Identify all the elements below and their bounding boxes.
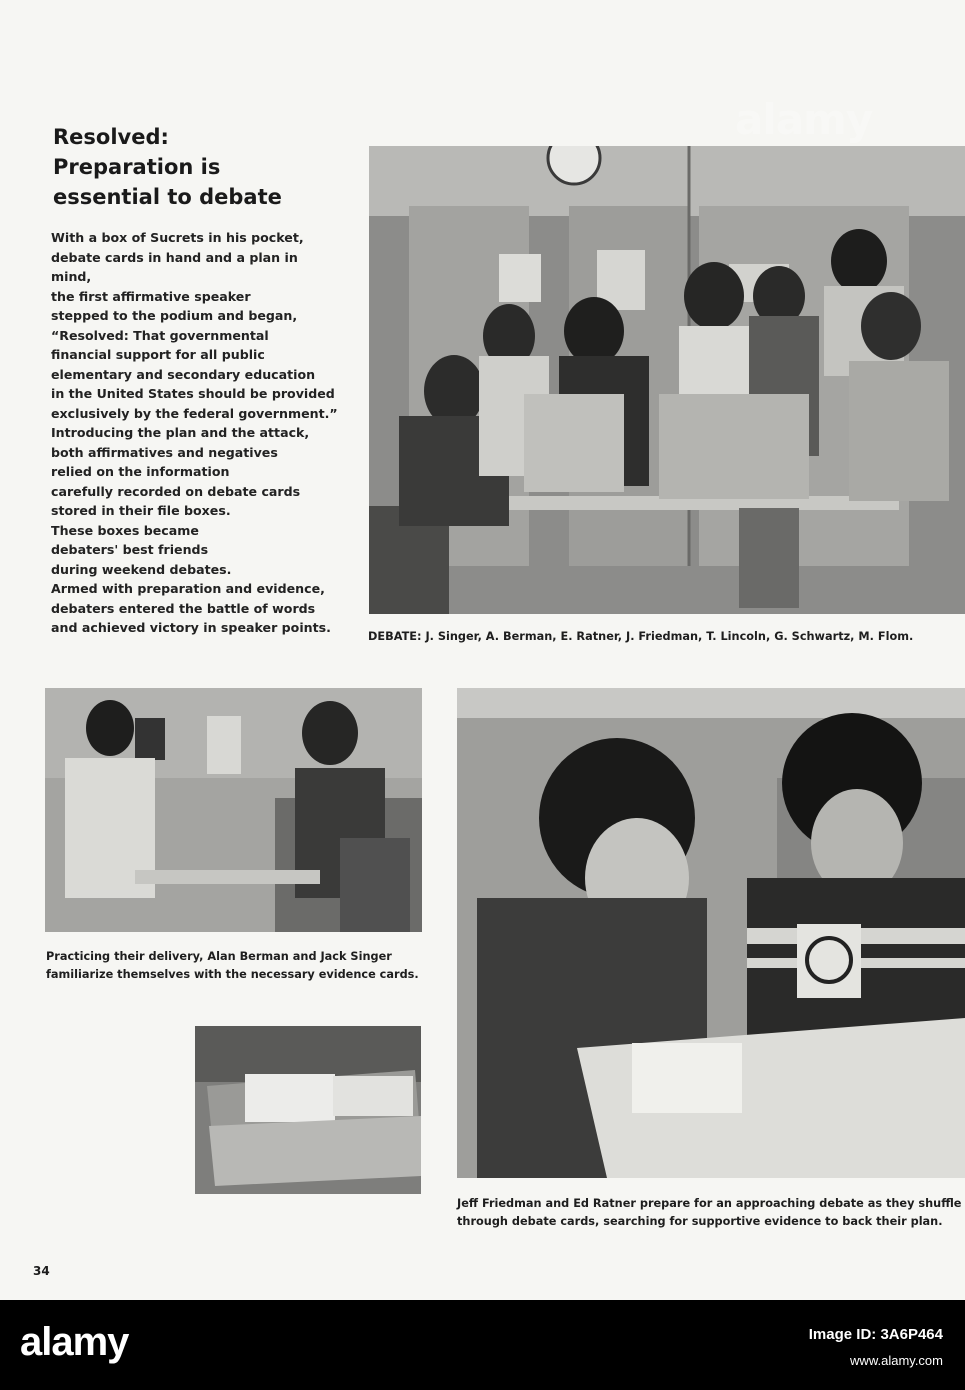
practice-photo — [45, 688, 422, 932]
stock-footer-bar — [0, 1300, 965, 1390]
body-line: debaters' best friends — [51, 542, 209, 557]
body-line: “Resolved: That governmental — [51, 327, 269, 343]
team-photo-caption — [368, 628, 913, 646]
page-number: 34 — [33, 1264, 50, 1278]
debate-team-photo — [369, 146, 965, 614]
close-up-caption-line: Jeff Friedman and Ed Ratner prepare for an approaching debate as they shuffle — [457, 1197, 962, 1210]
body-line: stored in their file boxes. — [51, 503, 231, 518]
body-line: With a box of Sucrets in his pocket, — [51, 230, 304, 245]
image-id-label: Image ID: 3A6P464 — [808, 1326, 943, 1343]
watermark: alamy — [735, 95, 873, 144]
title-line: Resolved: — [53, 125, 169, 149]
body-line: debate cards in hand and a plan in — [51, 249, 298, 265]
body-line: mind, — [51, 269, 92, 284]
practice-caption-line: familiarize themselves with the necessary evidence cards. — [46, 967, 419, 981]
body-line: financial support for all public — [51, 347, 265, 362]
body-line: relied on the information — [51, 464, 230, 479]
team-caption-text: DEBATE: J. Singer, A. Berman, E. Ratner, J. Friedman, T. Lincoln, G. Schwartz, M. Flom. — [368, 630, 914, 643]
article-body — [51, 228, 351, 638]
body-line: in the United States should be provided — [51, 386, 335, 401]
practice-photo-caption — [46, 948, 419, 983]
body-line: debaters entered the battle of words — [51, 600, 316, 616]
footer-logo: alamy — [20, 1320, 129, 1364]
body-line: and achieved victory in speaker points. — [51, 620, 331, 635]
body-line: carefully recorded on debate cards — [51, 483, 301, 499]
practice-caption-line: Practicing their delivery, Alan Berman and Jack Singer — [46, 950, 392, 963]
close-up-caption-line: through debate cards, searching for supportive evidence to back their plan. — [457, 1214, 943, 1228]
card-box-photo — [195, 1026, 421, 1194]
body-line: These boxes became — [51, 522, 199, 538]
body-line: the first affirmative speaker — [51, 288, 251, 304]
body-line: stepped to the podium and began, — [51, 308, 298, 323]
body-line: elementary and secondary education — [51, 366, 316, 382]
friedman-ratner-photo — [457, 688, 965, 1178]
article-title — [53, 122, 282, 212]
body-line: Armed with preparation and evidence, — [51, 581, 325, 596]
site-url: www.alamy.com — [850, 1353, 943, 1368]
body-line: Introducing the plan and the attack, — [51, 425, 310, 440]
close-up-photo-caption — [457, 1195, 961, 1230]
title-line: Preparation is — [53, 155, 221, 179]
body-line: exclusively by the federal government.” — [51, 405, 338, 421]
title-line: essential to debate — [53, 185, 282, 209]
body-line: during weekend debates. — [51, 561, 232, 577]
body-line: both affirmatives and negatives — [51, 444, 278, 460]
